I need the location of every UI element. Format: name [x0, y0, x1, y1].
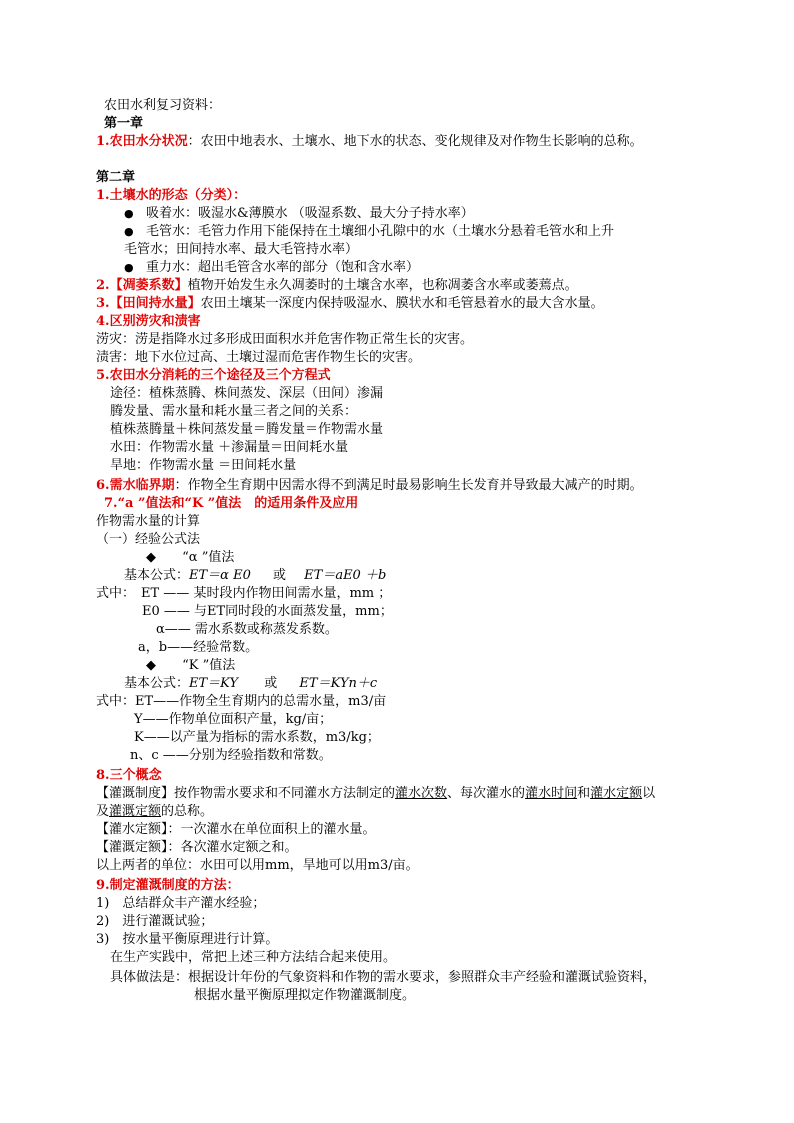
alpha-method-title: “α ”值法	[182, 550, 235, 565]
formula-or: 或	[264, 676, 278, 691]
numbered-item: 1) 总结群众丰产灌水经验；	[96, 896, 266, 911]
concept-irrigation-system	[96, 785, 655, 803]
practice-line: 在生产实践中，常把上述三种方法结合起来使用。	[110, 950, 397, 965]
bullet-icon: ●	[124, 225, 134, 238]
diamond-icon: ◆	[146, 550, 156, 565]
section-4-heading: 4.区别涝灾和渍害	[96, 314, 201, 329]
section-6	[96, 477, 643, 495]
bullet-icon: ●	[124, 261, 134, 274]
concept-text: ：各次灌水定额之和。	[167, 840, 298, 855]
where-label: 式中：	[96, 694, 136, 709]
ch1-item-1	[96, 133, 643, 151]
k-def-et	[96, 693, 386, 711]
bullet-icon: ●	[124, 207, 134, 220]
section-9-heading: 9.制定灌溉制度的方法：	[96, 878, 240, 893]
formula-label: 基本公式：	[124, 676, 190, 691]
chapter-2-heading: 第二章	[96, 170, 136, 185]
section-5-heading: 5.农田水分消耗的三个途径及三个方程式	[96, 368, 331, 383]
formula-1: ET＝KY	[189, 676, 239, 691]
section-4-line: 渍害：地下水位过高、土壤过湿而危害作物生长的灾害。	[96, 350, 422, 365]
numbered-item: 2) 进行灌溉试验；	[96, 914, 214, 929]
def-text: ET——作物全生育期内的总需水量，m3/亩	[135, 694, 387, 709]
section-1-heading: 1.土壤水的形态（分类）：	[96, 188, 247, 203]
concept-text: 以	[642, 786, 656, 801]
term-underlined: 灌水时间	[525, 786, 578, 801]
section-5-line: 途径：植株蒸腾、株间蒸发、深层（田间）渗漏	[110, 386, 384, 401]
concept-label: 【灌水定额】	[96, 822, 168, 837]
item-text: ：农田中地表水、土壤水、地下水的状态、变化规律及对作物生长影响的总称。	[187, 134, 643, 149]
method-line	[110, 969, 656, 987]
section-3-label: 3.【田间持水量】	[96, 296, 201, 311]
section-5-line: 旱地：作物需水量 ＝田间耗水量	[110, 458, 297, 473]
alpha-formula	[124, 567, 386, 585]
where-label: 式中：	[96, 586, 136, 601]
bullet-item	[124, 223, 614, 241]
section-3	[96, 295, 604, 313]
formula-or: 或	[273, 568, 287, 583]
formula-2: ET＝KYn＋c	[299, 676, 378, 691]
concept-irrigation-total	[96, 839, 298, 857]
alpha-def-ab: a，b——经验常数。	[138, 640, 259, 655]
section-7-heading: 7.“a ”值法和“K ”值法 的适用条件及应用	[104, 496, 359, 511]
section-3-text: 农田土壤某一深度内保持吸湿水、膜状水和毛管悬着水的最大含水量。	[200, 296, 604, 311]
concept-text: 按作物需水要求和不同灌水方法制定的	[174, 786, 396, 801]
section-6-text: ：作物全生育期中因需水得不到满足时最易影响生长发育并导致最大减产的时期。	[174, 478, 643, 493]
section-2	[96, 277, 578, 295]
concept-text: 和	[577, 786, 591, 801]
k-def-y: Y——作物单位面积产量，kg/亩；	[134, 712, 333, 727]
diamond-icon: ◆	[146, 658, 156, 673]
concept-label: 【灌溉定额】	[96, 840, 168, 855]
section-6-label: 6.需水临界期	[96, 478, 175, 493]
formula-1: ET＝α E0	[189, 568, 251, 583]
k-method-title: “K ”值法	[182, 658, 236, 673]
doc-title: 农田水利复习资料：	[104, 98, 222, 113]
section-5-line: 水田：作物需水量 ＋渗漏量＝田间耗水量	[110, 440, 349, 455]
method-heading: （一）经验公式法	[96, 532, 201, 547]
formula-2: ET＝aE0 ＋b	[304, 568, 387, 583]
k-def-k: K——以产量为指标的需水系数，m3/kg；	[134, 730, 380, 745]
bullet-item	[124, 205, 474, 223]
alpha-def-e0: E0 —— 与ET同时段的水面蒸发量，mm；	[142, 604, 393, 619]
alpha-method-heading	[146, 549, 234, 567]
concept-text: 及	[96, 804, 110, 819]
chapter-1-heading: 第一章	[104, 116, 144, 131]
section-2-label: 2.【凋萎系数】	[96, 278, 188, 293]
formula-label: 基本公式：	[124, 568, 190, 583]
k-formula	[124, 675, 377, 693]
bullet-text: 毛管水：毛管力作用下能保持在土壤细小孔隙中的水（土壤水分悬着毛管水和上升	[146, 224, 615, 239]
alpha-def-alpha: α—— 需水系数或称蒸发系数。	[156, 622, 338, 637]
bullet-item	[124, 259, 419, 277]
section-5-line: 腾发量、需水量和耗水量三者之间的关系：	[110, 404, 358, 419]
alpha-def-et	[96, 585, 391, 603]
concept-continuation	[96, 803, 213, 821]
concept-label: 【灌溉制度】	[96, 786, 175, 801]
method-line-continuation: 根据水量平衡原理拟定作物灌溉制度。	[194, 988, 416, 1003]
method-label: 具体做法是：	[110, 970, 189, 985]
unit-line: 以上两者的单位：水田可以用mm，旱地可以用m3/亩。	[96, 858, 419, 873]
bullet-continuation: 毛管水；田间持水率、最大毛管持水率）	[124, 242, 359, 257]
concept-text: 的总称。	[161, 804, 214, 819]
section-4-line: 涝灾：涝是指降水过多形成田面积水并危害作物正常生长的灾害。	[96, 332, 474, 347]
term-underlined: 灌水定额	[590, 786, 643, 801]
bullet-text: 吸着水：吸湿水&薄膜水 （吸湿系数、最大分子持水率）	[146, 206, 474, 221]
section-5-line: 植株蒸腾量＋株间蒸发量＝腾发量＝作物需水量	[110, 422, 384, 437]
k-def-nc: n、c ——分别为经验指数和常数。	[130, 748, 332, 763]
term-underlined: 灌溉定额	[109, 804, 162, 819]
term-underlined: 灌水次数	[395, 786, 448, 801]
def-text: ET —— 某时段内作物田间需水量，mm ；	[141, 586, 392, 601]
bullet-text: 重力水：超出毛管含水率的部分（饱和含水率）	[146, 260, 420, 275]
k-method-heading	[146, 657, 235, 675]
concept-text: 、每次灌水的	[447, 786, 526, 801]
concept-text: ：一次灌水在单位面积上的灌水量。	[167, 822, 376, 837]
section-8-heading: 8.三个概念	[96, 768, 162, 783]
item-label: 1.农田水分状况	[96, 134, 188, 149]
concept-irrigation-quota	[96, 821, 376, 839]
method-text: 根据设计年份的气象资料和作物的需水要求，参照群众丰产经验和灌溉试验资料，	[188, 970, 657, 985]
calc-heading: 作物需水量的计算	[96, 514, 201, 529]
numbered-item: 3) 按水量平衡原理进行计算。	[96, 932, 279, 947]
section-2-text: 植物开始发生永久凋萎时的土壤含水率，也称凋萎含水率或萎蔫点。	[187, 278, 578, 293]
